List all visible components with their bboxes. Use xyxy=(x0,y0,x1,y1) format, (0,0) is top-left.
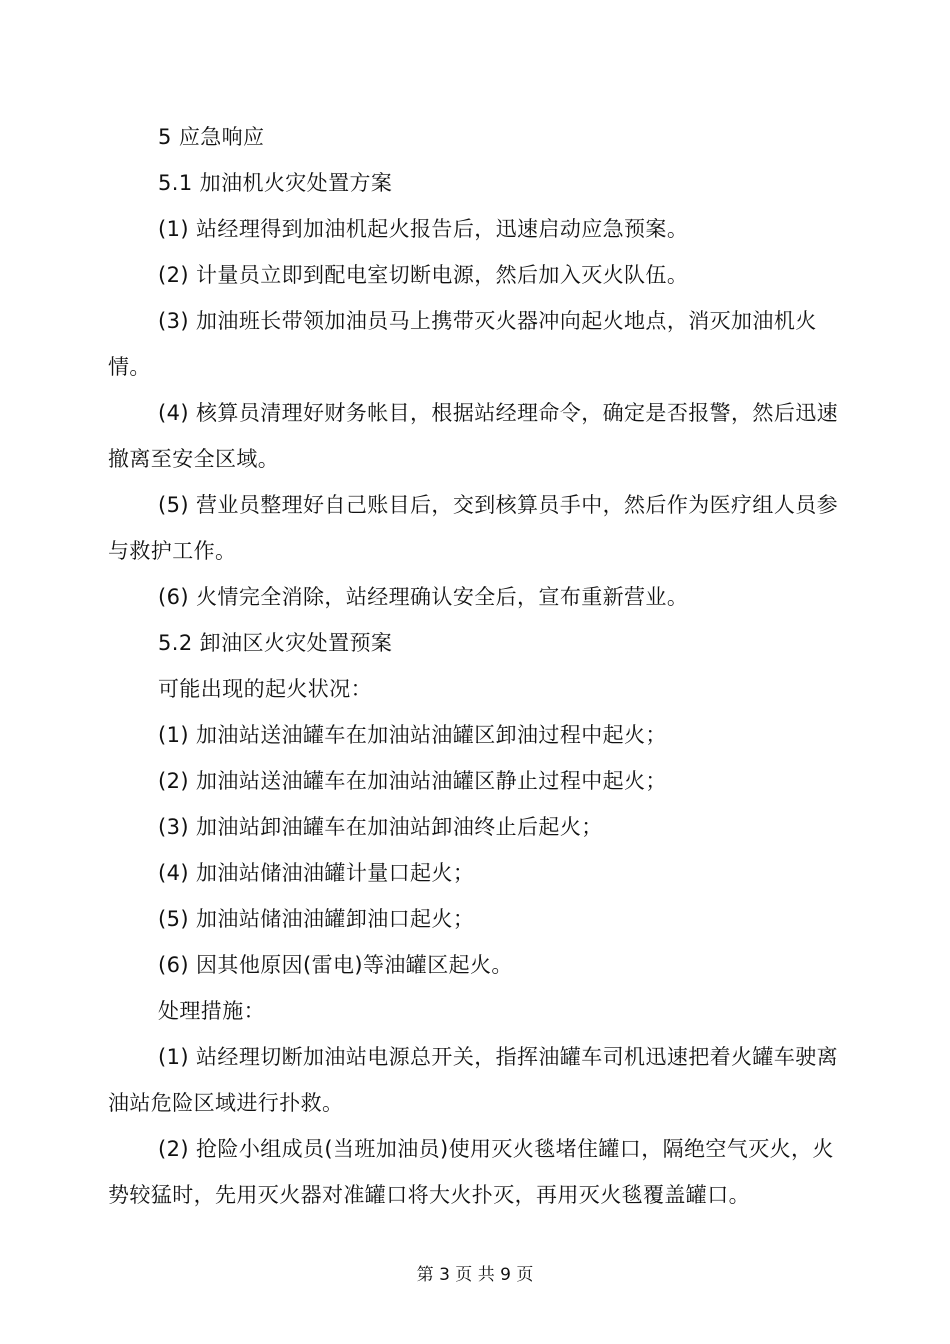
paragraph: (3) 加油班长带领加油员马上携带灭火器冲向起火地点，消灭加油机火情。 xyxy=(108,309,817,379)
subsection-heading: 5.1 加油机火灾处置方案 xyxy=(158,171,393,195)
list-item: (5) 加油站储油油罐卸油口起火； xyxy=(158,907,475,931)
page-indicator: 第 3 页 共 9 页 xyxy=(416,1265,534,1285)
subsection-heading: 5.2 卸油区火灾处置预案 xyxy=(158,631,393,655)
list-item: (2) 抢险小组成员(当班加油员)使用灭火毯堵住罐口，隔绝空气灭火，火势较猛时，先用灭火器对准罐口将大火扑灭，再用灭火毯覆盖罐口。 xyxy=(108,1137,834,1207)
list-item: (2) 加油站送油罐车在加油站油罐区静止过程中起火； xyxy=(158,769,667,793)
list-item: (1) 加油站送油罐车在加油站油罐区卸油过程中起火； xyxy=(158,723,667,747)
list-item: (6) 因其他原因(雷电)等油罐区起火。 xyxy=(158,953,513,977)
document-body xyxy=(108,114,840,1218)
paragraph: 处理措施： xyxy=(158,999,265,1023)
paragraph: (2) 计量员立即到配电室切断电源，然后加入灭火队伍。 xyxy=(158,263,689,287)
section-heading: 5 应急响应 xyxy=(158,125,265,149)
paragraph: 可能出现的起火状况： xyxy=(158,677,372,701)
list-item: (4) 加油站储油油罐计量口起火； xyxy=(158,861,475,885)
paragraph: (6) 火情完全消除，站经理确认安全后，宣布重新营业。 xyxy=(158,585,689,609)
paragraph: (5) 营业员整理好自己账目后，交到核算员手中，然后作为医疗组人员参与救护工作。 xyxy=(108,493,839,563)
list-item: (1) 站经理切断加油站电源总开关，指挥油罐车司机迅速把着火罐车驶离油站危险区域进行扑救。 xyxy=(108,1045,839,1115)
paragraph: (4) 核算员清理好财务帐目，根据站经理命令，确定是否报警，然后迅速撤离至安全区域。 xyxy=(108,401,839,471)
list-item: (3) 加油站卸油罐车在加油站卸油终止后起火； xyxy=(158,815,603,839)
paragraph: (1) 站经理得到加油机起火报告后，迅速启动应急预案。 xyxy=(158,217,689,241)
